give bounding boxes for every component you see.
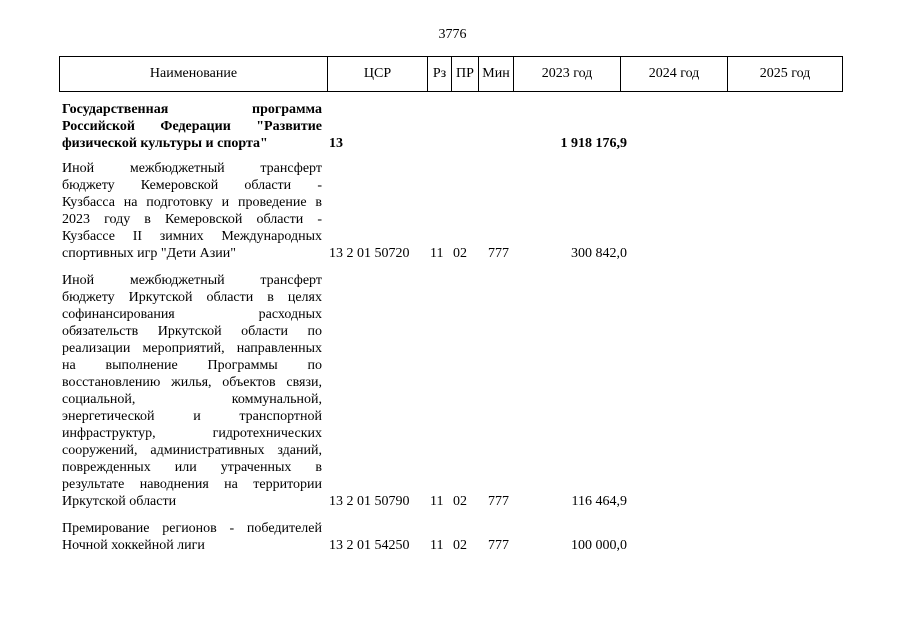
row-csr: 13 2 01 50720 bbox=[329, 246, 410, 261]
row-name-line: Иной межбюджетный трансферт bbox=[62, 161, 322, 176]
row-name-line: обязательств Иркутской области по bbox=[62, 324, 322, 339]
header-pr: ПР bbox=[452, 57, 479, 91]
row-name-line: физической культуры и спорта" bbox=[62, 136, 268, 151]
row-name-line: энергетической и транспортной bbox=[62, 409, 322, 424]
row-name bbox=[62, 101, 322, 152]
header-min: Мин bbox=[479, 57, 514, 91]
row-2023: 116 464,9 bbox=[571, 494, 627, 509]
row-min: 777 bbox=[488, 538, 509, 553]
row-name-line: восстановлению жилья, объектов связи, bbox=[62, 375, 322, 390]
table-row bbox=[0, 272, 905, 510]
row-name bbox=[62, 160, 322, 262]
row-name bbox=[62, 520, 322, 554]
row-name-line: спортивных игр "Дети Азии" bbox=[62, 246, 236, 261]
row-2023: 100 000,0 bbox=[571, 538, 627, 553]
row-name-line: поврежденных или утраченных в bbox=[62, 460, 322, 475]
row-name-line: реализации мероприятий, направленных bbox=[62, 341, 322, 356]
row-2023: 1 918 176,9 bbox=[560, 136, 627, 151]
row-2023: 300 842,0 bbox=[571, 246, 627, 261]
row-name bbox=[62, 272, 322, 510]
row-csr: 13 bbox=[329, 136, 343, 151]
row-name-line: Государственная программа bbox=[62, 102, 322, 117]
row-name-line: Иной межбюджетный трансферт bbox=[62, 273, 322, 288]
row-pr: 02 bbox=[453, 246, 467, 261]
row-rz: 11 bbox=[430, 538, 444, 553]
table-row bbox=[0, 160, 905, 262]
row-name-line: софинансирования расходных bbox=[62, 307, 322, 322]
row-name-line: результате наводнения на территории bbox=[62, 477, 322, 492]
table-row bbox=[0, 101, 905, 152]
header-2023: 2023 год bbox=[514, 57, 621, 91]
row-rz: 11 bbox=[430, 494, 444, 509]
row-pr: 02 bbox=[453, 494, 467, 509]
header-2025: 2025 год bbox=[759, 66, 811, 81]
row-name-line: социальной, коммунальной, bbox=[62, 392, 322, 407]
row-csr: 13 2 01 54250 bbox=[329, 538, 410, 553]
row-pr: 02 bbox=[453, 538, 467, 553]
row-name-line: Премирование регионов - победителей bbox=[62, 521, 322, 536]
table-row bbox=[0, 520, 905, 554]
row-name-line: инфраструктур, гидротехнических bbox=[62, 426, 322, 441]
row-min: 777 bbox=[488, 246, 509, 261]
header-rz: Рз bbox=[428, 57, 452, 91]
row-name-line: Иркутской области bbox=[62, 494, 177, 509]
row-name-line: Кузбассе II зимних Международных bbox=[62, 229, 322, 244]
row-min: 777 bbox=[488, 494, 509, 509]
table-header bbox=[59, 56, 843, 92]
row-rz: 11 bbox=[430, 246, 444, 261]
header-name: Наименование bbox=[60, 57, 328, 91]
row-name-line: на выполнение Программы по bbox=[62, 358, 322, 373]
row-name-line: Ночной хоккейной лиги bbox=[62, 538, 205, 553]
row-name-line: Кузбасса на подготовку и проведение в bbox=[62, 195, 322, 210]
page-number: 3776 bbox=[438, 27, 467, 42]
row-csr: 13 2 01 50790 bbox=[329, 494, 410, 509]
row-name-line: бюджету Кемеровской области - bbox=[62, 178, 322, 193]
header-csr: ЦСР bbox=[328, 57, 428, 91]
header-2024: 2024 год bbox=[621, 57, 728, 91]
row-name-line: Российской Федерации "Развитие bbox=[62, 119, 322, 134]
row-name-line: бюджету Иркутской области в целях bbox=[62, 290, 322, 305]
row-name-line: 2023 году в Кемеровской области - bbox=[62, 212, 322, 227]
row-name-line: сооружений, административных зданий, bbox=[62, 443, 322, 458]
